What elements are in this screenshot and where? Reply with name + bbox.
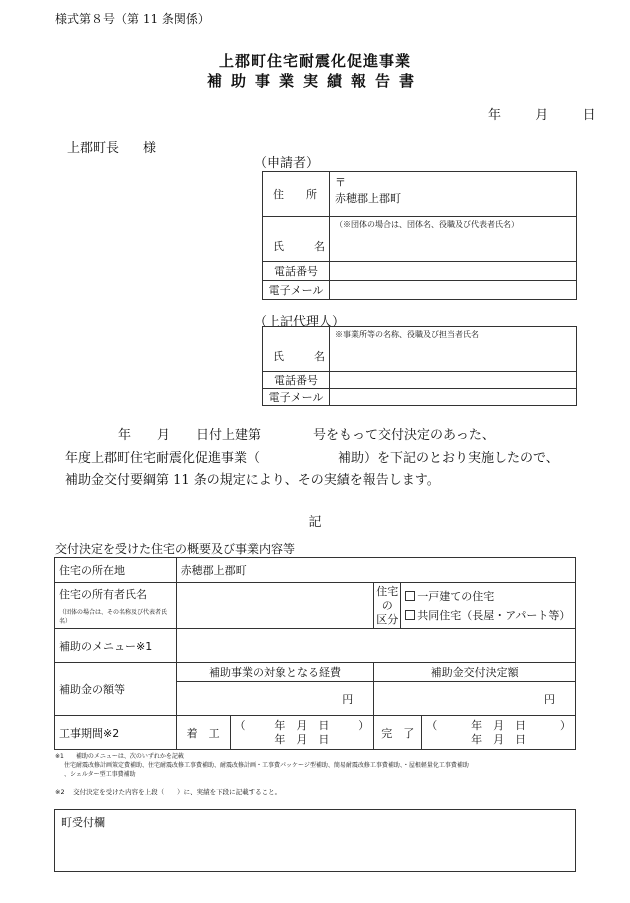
yen-unit: 円 [342,692,354,706]
menu-field[interactable] [176,629,575,663]
option-shared[interactable]: 共同住宅（長屋・アパート等） [405,607,571,623]
applicant-table [262,171,577,300]
start-label: 着 工 [176,716,230,750]
note-2: ※2 交付決定を受けた内容を上段（ ）に、実績を下段に記載すること。 [55,788,282,796]
applicant-email-label: 電子メール [263,281,330,300]
housing-type-label: 住宅 の 区分 [374,583,401,629]
note-1-head: ※1 補助のメニューは、次のいずれかを記載 [55,753,184,760]
agent-name-note: ※事業所等の名称、役職及び担当者氏名 [335,330,479,339]
applicant-address-value: 赤穂郡上郡町 [335,192,401,205]
form-number: 様式第８号（第 11 条関係） [55,12,210,26]
ki-heading: 記 [308,515,322,530]
applicant-name-note: （※団体の場合は、団体名、役職及び代表者氏名） [335,220,519,229]
body-line-2: 年度上郡町住宅耐震化促進事業（ 補助）を下記のとおり実施したので、 [65,451,559,466]
date-month: 月 [535,108,549,123]
receipt-box[interactable] [54,809,576,872]
agent-section-label: （上記代理人） [254,315,346,330]
note-1-body: 住宅耐震改修計画策定費補助、住宅耐震改修工事費補助、耐震改修計画・工事費パッケージ型補助、簡易耐震改修工事費補助、・屋根軽量化工事費補助 [64,762,469,769]
checkbox-icon[interactable] [405,591,415,601]
summary-title: 交付決定を受けた住宅の概要及び事業内容等 [55,542,296,556]
yen-unit: 円 [544,692,555,706]
owner-label-text: 住宅の所有者氏名 [59,588,147,601]
agent-table [262,326,577,406]
body-line-1: 年 月 日付上建第 号をもって交付決定のあった、 [118,428,495,443]
report-date [488,104,596,123]
owner-field[interactable] [176,583,374,629]
notes-section [55,752,469,779]
location-label: 住宅の所在地 [55,558,177,583]
applicant-name-label: 氏 名 [263,217,330,262]
grant-header: 補助金交付決定額 [374,663,576,682]
complete-date-field[interactable]: （ 年 月 日 ） 年 月 日 [422,716,576,750]
location-field[interactable]: 赤穂郡上郡町 [176,558,575,583]
option-detached[interactable]: 一戸建ての住宅 [405,588,571,604]
applicant-section-label: （申請者） [254,156,320,171]
cost-field[interactable] [176,682,374,716]
agent-name-label: 氏 名 [263,327,330,372]
applicant-address-label: 住 所 [263,172,330,217]
agent-name-field[interactable] [330,327,577,372]
agent-phone-field[interactable] [330,372,577,389]
agent-email-label: 電子メール [263,389,330,406]
menu-label: 補助のメニュー※1 [55,629,177,663]
page-subtitle: 補助事業実績報告書 [206,72,423,90]
project-table [54,557,576,750]
checkbox-icon[interactable] [405,610,415,620]
cost-header: 補助事業の対象となる経費 [176,663,374,682]
applicant-email-field[interactable] [330,281,577,300]
applicant-phone-label: 電話番号 [263,262,330,281]
applicant-phone-field[interactable] [330,262,577,281]
housing-type-options [401,583,576,629]
date-day: 日 [582,108,596,123]
grant-field[interactable] [374,682,576,716]
addressee-honorific: 様 [143,141,157,156]
applicant-address-field[interactable] [330,172,577,217]
amount-label: 補助金の額等 [55,663,177,716]
body-line-3: 補助金交付要綱第 11 条の規定により、その実績を報告します。 [65,473,440,488]
date-year: 年 [488,108,502,123]
applicant-name-field[interactable] [330,217,577,262]
addressee [67,137,156,156]
receipt-label: 町受付欄 [61,816,105,829]
complete-label: 完 了 [374,716,422,750]
owner-note: （団体の場合は、その名称及び代表者氏名） [59,609,168,625]
start-date-field[interactable]: （ 年 月 日 ） 年 月 日 [230,716,374,750]
agent-phone-label: 電話番号 [263,372,330,389]
period-label: 工事期間※2 [55,716,177,750]
page-title: 上郡町住宅耐震化促進事業 [218,52,411,70]
agent-email-field[interactable] [330,389,577,406]
owner-label [55,583,177,629]
note-1-body2: 、シェルター型工事費補助 [64,771,136,778]
addressee-name: 上郡町長 [67,141,120,156]
postal-mark: 〒 [335,176,346,189]
